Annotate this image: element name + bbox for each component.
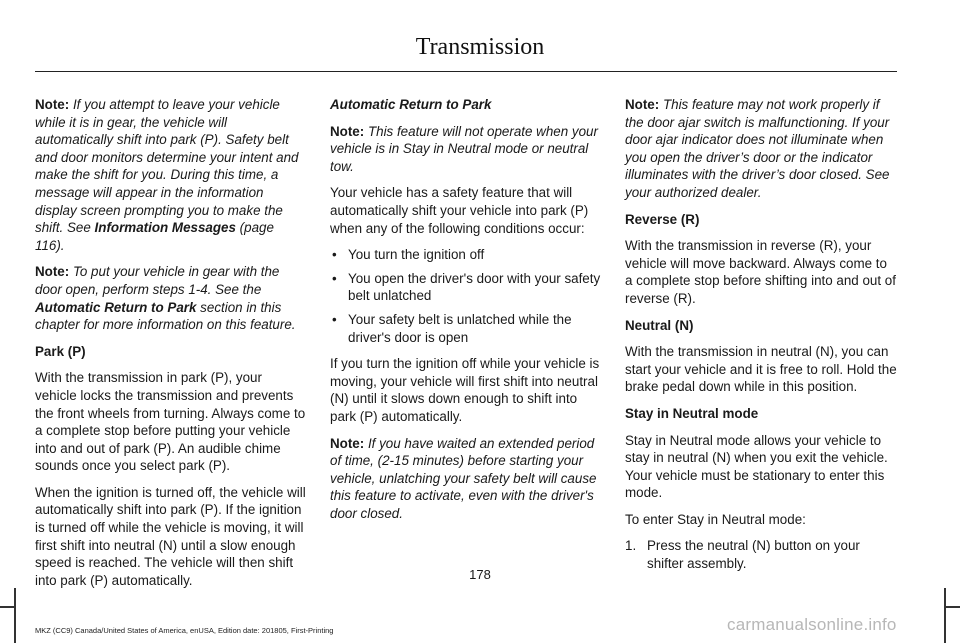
column-right <box>625 96 897 573</box>
note-label: Note: <box>35 97 70 112</box>
section-heading-auto-return: Automatic Return to Park <box>330 97 492 112</box>
step-text: Press the neutral (N) button on your shifter assembly. <box>647 538 860 572</box>
note-label: Note: <box>35 264 70 280</box>
note-text: This feature will not operate when your vehicle is in Stay in Neutral mode or neutral tow. <box>330 123 598 174</box>
list-item: • Your safety belt is unlatched while the driver's door is open <box>330 311 602 346</box>
body-paragraph: When the ignition is turned off, the vehicle will automatically shift into park (P). If the ignition is turned off while the vehicle is moving, it will first shift into neutral (N) until a slow enough speed is reached. The vehicle will then shift into park (P) automatically. <box>35 484 306 588</box>
body-paragraph: If you turn the ignition off while your vehicle is moving, your vehicle will first shift into neutral (N) until it slows down enough to shift into park (P) automatically. <box>330 356 600 424</box>
note-label: Note: <box>625 97 660 112</box>
cross-reference-link[interactable]: Information Messages <box>94 220 236 236</box>
crop-mark-right-horizontal <box>944 606 960 608</box>
column-middle <box>330 96 602 531</box>
body-paragraph: Your vehicle has a safety feature that will automatically shift your vehicle into park (P) when any of the following conditions occur: <box>330 185 589 236</box>
step-number: 1. <box>625 538 637 554</box>
section-heading-stay-neutral: Stay in Neutral mode <box>625 405 759 421</box>
note-text: To put your vehicle in gear with the door open, perform steps 1-4. See the <box>35 264 280 297</box>
body-paragraph: With the transmission in park (P), your vehicle locks the transmission and prevents the front wheels from turning. Always come to a complete stop before putting your vehicle into and out of park (P). An audible chime sounds once you select park (P). <box>35 370 306 474</box>
column-left <box>35 96 307 598</box>
body-paragraph: To enter Stay in Neutral mode: <box>625 511 806 527</box>
note-paragraph <box>625 96 897 202</box>
note-label: Note: <box>330 435 365 451</box>
list-item: • You turn the ignition off <box>330 246 602 264</box>
note-text-end: section in this chapter for more information on this feature. <box>35 299 296 333</box>
cross-reference-link[interactable]: Automatic Return to Park <box>35 299 197 315</box>
note-paragraph <box>330 435 602 523</box>
note-paragraph <box>330 123 602 176</box>
section-heading-park: Park (P) <box>35 343 86 359</box>
note-label: Note: <box>330 123 365 139</box>
section-heading-reverse: Reverse (R) <box>625 211 700 227</box>
list-item: • You open the driver's door with your safety belt unlatched <box>330 270 602 305</box>
header-divider <box>35 71 897 72</box>
note-text: This feature may not work properly if the door ajar switch is malfunctioning. If your door ajar indicator does not illuminate when you open the driver’s door or the indicator illuminates with the driver’s door closed. See your authorized dealer. <box>625 97 890 200</box>
note-paragraph <box>35 96 307 254</box>
crop-mark-left-vertical <box>14 588 16 643</box>
watermark: carmanualsonline.info <box>727 615 897 634</box>
body-paragraph: Stay in Neutral mode allows your vehicle to stay in neutral (N) when you exit the vehicle. Your vehicle must be stationary to enter this mode. <box>625 432 888 501</box>
body-paragraph: With the transmission in reverse (R), your vehicle will move backward. Always come to a complete stop before shifting into and out of reverse (R). <box>625 238 896 306</box>
section-heading-neutral: Neutral (N) <box>625 317 694 333</box>
body-paragraph: With the transmission in neutral (N), you can start your vehicle and it is free to roll. Hold the brake pedal down while in this position. <box>625 344 897 395</box>
note-paragraph <box>35 263 307 333</box>
edition-footer: MKZ (CC9) Canada/United States of America, enUSA, Edition date: 201805, First-Printing <box>35 626 334 635</box>
page-title: Transmission <box>415 34 545 60</box>
note-text-end: (page 116). <box>35 220 274 253</box>
note-text: If you have waited an extended period of time, (2-15 minutes) before starting your vehicle, unlatching your safety belt will cause this feature to activate, even with the driver's door closed. <box>330 435 597 521</box>
bullet-list <box>330 246 602 346</box>
note-text: If you attempt to leave your vehicle while it is in gear, the vehicle will automatically shift into park (P). Safety belt and door monitors determine your intent and make the shift for you. During this time, a message will appear in the information display screen prompting you to make the shift. See <box>35 97 299 236</box>
crop-mark-right-vertical <box>944 588 946 643</box>
crop-mark-left-horizontal <box>0 606 16 608</box>
page-number: 178 <box>469 567 491 582</box>
